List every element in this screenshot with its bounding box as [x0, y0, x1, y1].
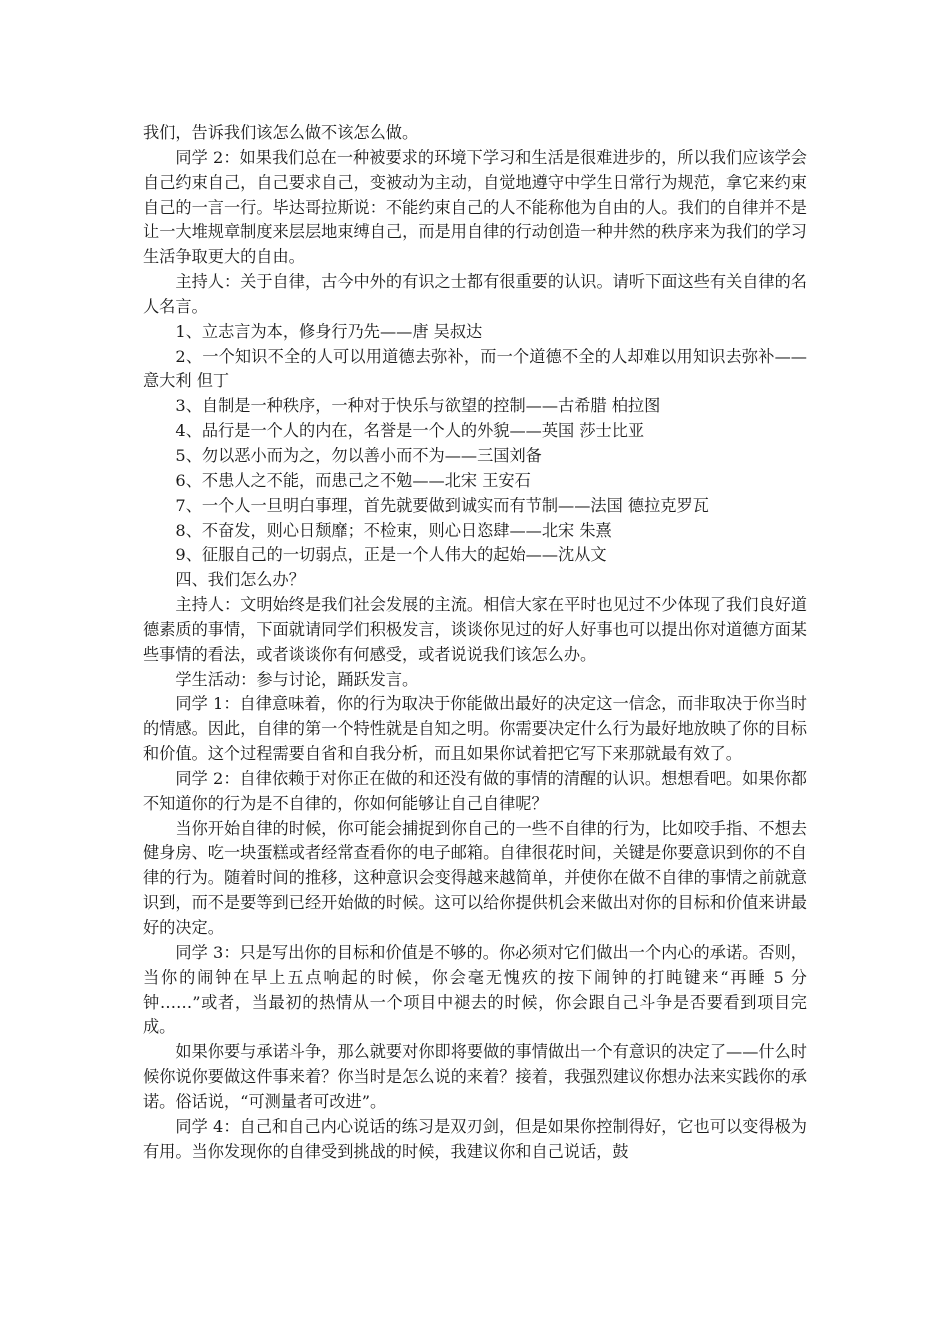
paragraph: 当你开始自律的时候，你可能会捕捉到你自己的一些不自律的行为，比如咬手指、不想去健身房、吃一块蛋糕或者经常查看你的电子邮箱。自律很花时间，关键是你要意识到你的不自律的行为。随着时间的推移，这种意识会变得越来越简单，并使你在做不自律的事情之前就意识到，而不是要等到已经开始做的时候。这可以给你提供机会来做出对你的目标和价值来讲最好的决定。: [143, 818, 807, 937]
quote-item: 5、勿以恶小而为之，勿以善小而不为——三国刘备: [175, 445, 542, 465]
paragraph: 同学 1：自律意味着，你的行为取决于你能做出最好的决定这一信念，而非取决于你当时的情感。因此，自律的第一个特性就是自知之明。你需要决定什么行为最好地放映了你的目标和价值。这个过程需要自省和自我分析，而且如果你试着把它写下来那就最有效了。: [143, 694, 807, 764]
paragraph: 学生活动：参与讨论，踊跃发言。: [175, 669, 419, 689]
quote-item: 4、品行是一个人的内在，名誉是一个人的外貌——英国 莎士比亚: [175, 421, 645, 441]
paragraph: 同学 2：如果我们总在一种被要求的环境下学习和生活是很难进步的，所以我们应该学会自己约束自己，自己要求自己，变被动为主动，自觉地遵守中学生日常行为规范，拿它来约束自己的一言一行。毕达哥拉斯说：不能约束自己的人不能称他为自由的人。我们的自律并不是让一大堆规章制度来层层地束缚自己，而是用自律的行动创造一种井然的秩序来为我们的学习生活争取更大的自由。: [143, 147, 807, 267]
section-heading: 四、我们怎么办？: [175, 570, 305, 590]
paragraph: 同学 3：只是写出你的目标和价值是不够的。你必须对它们做出一个内心的承诺。否则，当你的闹钟在早上五点响起的时候，你会毫无愧疚的按下闹钟的打盹键来“再睡 5 分钟……”或者，当最初的热情从一个项目中褪去的时候，你会跟自己斗争是否要看到项目完成。: [143, 942, 807, 1037]
quote-item: 3、自制是一种秩序，一种对于快乐与欲望的控制——古希腊 柏拉图: [175, 396, 661, 416]
paragraph: 主持人：关于自律，古今中外的有识之士都有很重要的认识。请听下面这些有关自律的名人名言。: [143, 272, 807, 316]
quote-item: 1、立志言为本，修身行乃先——唐 吴叔达: [175, 321, 483, 341]
quote-item: 9、征服自己的一切弱点，正是一个人伟大的起始——沈从文: [175, 545, 607, 565]
quote-item: 7、一个人一旦明白事理，首先就要做到诚实而有节制——法国 德拉克罗瓦: [175, 495, 709, 515]
paragraph: 如果你要与承诺斗争，那么就要对你即将要做的事情做出一个有意识的决定了——什么时候你说你要做这件事来着？你当时是怎么说的来着？接着，我强烈建议你想办法来实践你的承诺。俗话说，“可测量者可改进”。: [143, 1042, 807, 1111]
paragraph: 同学 2：自律依赖于对你正在做的和还没有做的事情的清醒的认识。想想看吧。如果你都不知道你的行为是不自律的，你如何能够让自己自律呢？: [143, 768, 807, 813]
paragraph: 我们，告诉我们该怎么做不该怎么做。: [143, 123, 419, 142]
quote-item: 6、不患人之不能，而患己之不勉——北宋 王安石: [175, 470, 531, 490]
quote-item: 2、一个知识不全的人可以用道德去弥补，而一个道德不全的人却难以用知识去弥补——意大利 但丁: [143, 346, 807, 391]
quote-item: 8、不奋发，则心日颓靡；不检束，则心日恣肆——北宋 朱熹: [175, 520, 612, 540]
document-page: [143, 121, 807, 1164]
paragraph: 同学 4：自己和自己内心说话的练习是双刃剑，但是如果你控制得好，它也可以变得极为有用。当你发现你的自律受到挑战的时候，我建议你和自己说话，鼓: [143, 1116, 807, 1161]
paragraph: 主持人：文明始终是我们社会发展的主流。相信大家在平时也见过不少体现了我们良好道德素质的事情，下面就请同学们积极发言，谈谈你见过的好人好事也可以提出你对道德方面某些事情的看法，或者谈谈你有何感受，或者说说我们该怎么办。: [143, 595, 807, 664]
